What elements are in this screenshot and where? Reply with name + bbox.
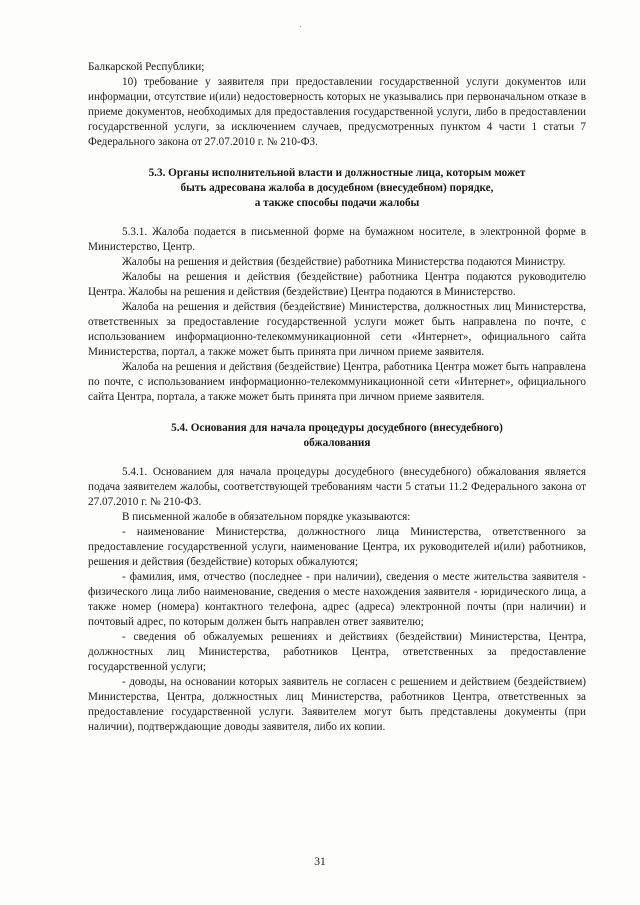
page-content	[88, 60, 586, 735]
heading-line: а также способы подачи жалобы	[254, 197, 420, 209]
paragraph-5-3-1: 5.3.1. Жалоба подается в письменной форме на бумажном носителе, в электронной форме в Министерство, Центр.	[88, 226, 586, 253]
heading-line: 5.3. Органы исполнительной власти и должностные лица, которым может	[148, 167, 526, 179]
list-item: - наименование Министерства, должностного лица Министерства, ответственного за предоставление государственной услуги, наименование Центра, их руководителей и(или) работников, решения и действия (бездействие) которых обжалуются;	[88, 526, 586, 568]
paragraph: Жалоба на решения и действия (бездействие) Центра, работника Центра может быть направлена по почте, с использованием информационно-телекоммуникационной сети «Интернет», официального сайта Центра, портала, а также может быть принята при личном приеме заявителя.	[88, 361, 586, 403]
paragraph-5-4-1: 5.4.1. Основанием для начала процедуры досудебного (внесудебного) обжалования является подача заявителем жалобы, соответствующей требованиям части 5 статьи 11.2 Федерального закона от 27.07.2010 г. № 210-ФЗ.	[88, 466, 586, 508]
paragraph: Жалобы на решения и действия (бездействие) работника Центра подаются руководителю Центра. Жалобы на решения и действия (бездействие) Центра подаются в Министерство.	[88, 271, 586, 298]
paragraph: В письменной жалобе в обязательном порядке указываются:	[122, 511, 411, 523]
list-item: - доводы, на основании которых заявитель не согласен с решением и действием (бездействием) Министерства, Центра, должностных лиц Министерства, работников Центра, ответственных за предоставление государственной услуги. Заявителем могут быть представлены документы (при наличии), подтверждающие доводы заявителя, либо их копии.	[88, 676, 586, 733]
scan-speck	[300, 26, 301, 27]
heading-line: 5.4. Основания для начала процедуры досудебного (внесудебного)	[171, 422, 503, 434]
paragraph-continuation: Балкарской Республики;	[88, 61, 205, 73]
paragraph-item-10: 10) требование у заявителя при предоставлении государственной услуги документов или информации, отсутствие и(или) недостоверность которых не указывались при первоначальном отказе в приеме документов, необходимых для предоставления государственной услуги, либо в предоставлении государственной услуги, за исключением случаев, предусмотренных пунктом 4 части 1 статьи 7 Федерального закона от 27.07.2010 г. № 210-ФЗ.	[88, 76, 586, 148]
heading-line: обжалования	[303, 437, 371, 449]
section-heading-5-4	[88, 421, 586, 451]
list-item: - фамилия, имя, отчество (последнее - при наличии), сведения о месте жительства заявителя - физического лица либо наименование, сведения о месте нахождения заявителя - юридического лица, а также номер (номера) контактного телефона, адрес (адреса) электронной почты (при наличии) и почтовый адрес, по которым должен быть направлен ответ заявителю;	[88, 571, 586, 628]
page-number: 31	[314, 856, 326, 868]
heading-line: быть адресована жалоба в досудебном (внесудебном) порядке,	[180, 182, 494, 194]
paragraph: Жалобы на решения и действия (бездействие) работника Министерства подаются Министру.	[122, 256, 566, 268]
paragraph: Жалоба на решения и действия (бездействие) Министерства, должностных лиц Министерства, ответственных за предоставление государственной услуги может быть направлена по почте, с использованием информационно-телекоммуникационной сети «Интернет», официального сайта Министерства, портал, а также может быть принята при личном приеме заявителя.	[88, 301, 586, 358]
list-item: - сведения об обжалуемых решениях и действиях (бездействии) Министерства, Центра, должностных лиц Министерства, работников Центра, ответственных за предоставление государственной услуги;	[88, 631, 586, 673]
section-heading-5-3	[88, 166, 586, 211]
